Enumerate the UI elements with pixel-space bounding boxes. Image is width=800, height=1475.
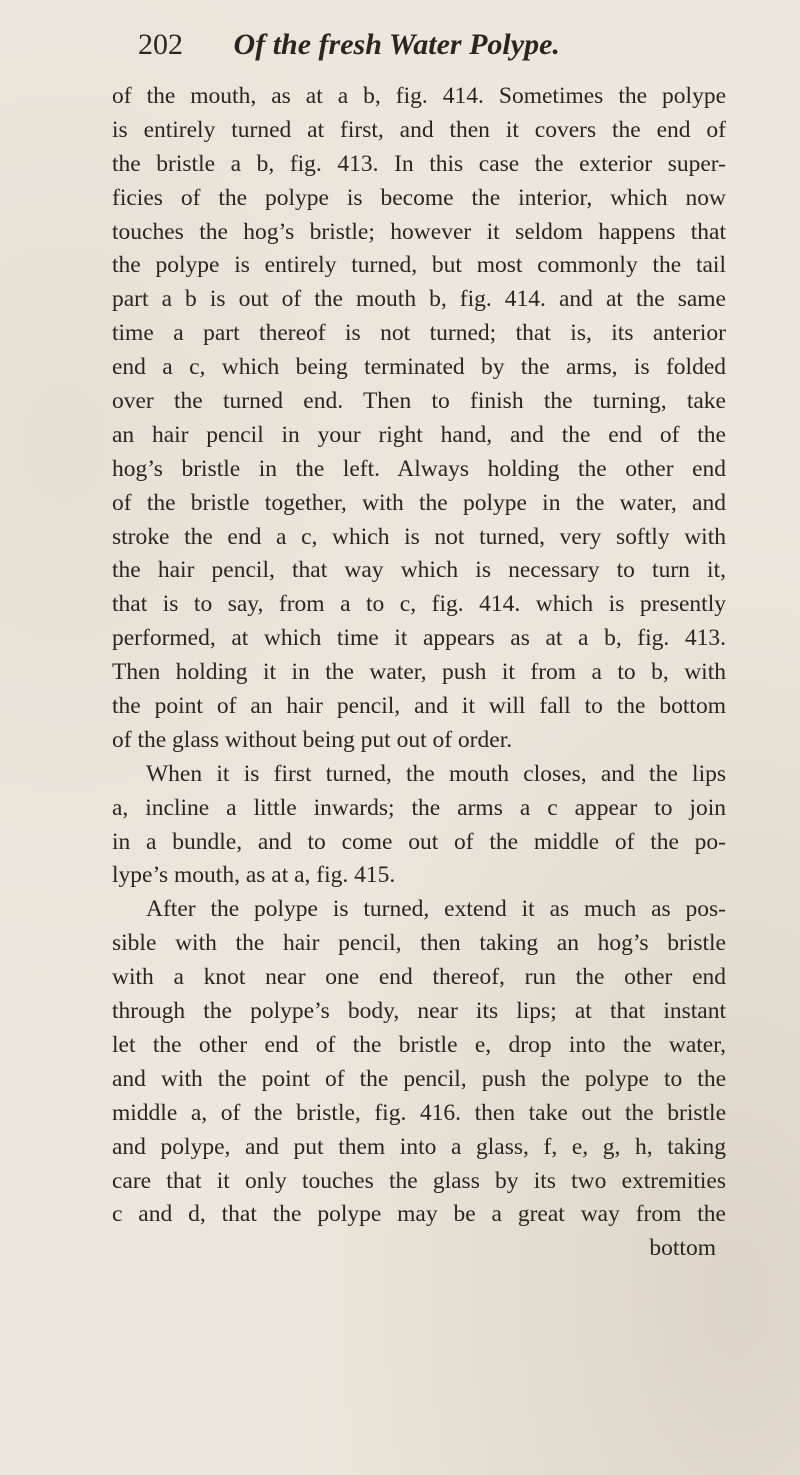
text-line: over the turned end. Then to finish the turning, take: [112, 388, 726, 415]
text-line: of the mouth, as at a b, fig. 414. Sometimes the polype: [112, 83, 726, 109]
text-line: an hair pencil in your right hand, and the end of the: [112, 421, 726, 448]
text-line: lype’s mouth, as at a, fig. 415.: [112, 862, 396, 889]
text-line: Then holding it in the water, push it from a to b, with: [112, 659, 726, 686]
text-line: a, incline a little inwards; the arms a c appear to join: [112, 794, 726, 821]
text-line: that is to say, from a to c, fig. 414. which is presently: [112, 591, 726, 618]
text-line: middle a, of the bristle, fig. 416. then take out the bristle: [112, 1099, 726, 1126]
text-line: When it is first turned, the mouth closes, and the lips: [146, 760, 726, 787]
body-text: [112, 80, 726, 1266]
text-line: part a b is out of the mouth b, fig. 414. and at the same: [112, 286, 726, 313]
running-head: [138, 20, 738, 70]
text-line: time a part thereof is not turned; that is, its anterior: [112, 320, 726, 347]
text-line: touches the hog’s bristle; however it seldom happens that: [112, 218, 726, 245]
text-line: the point of an hair pencil, and it will fall to the bottom: [112, 693, 726, 720]
catchword: bottom: [649, 1235, 716, 1262]
text-line: is entirely turned at first, and then it covers the end of: [112, 116, 726, 143]
text-line: the polype is entirely turned, but most commonly the tail: [112, 252, 726, 279]
text-line: stroke the end a c, which is not turned, very softly with: [112, 523, 726, 550]
text-line: After the polype is turned, extend it as much as pos-: [146, 896, 726, 923]
text-line: hog’s bristle in the left. Always holding the other end: [112, 455, 726, 482]
text-line: care that it only touches the glass by its two extremities: [112, 1167, 726, 1194]
page-number: 202: [138, 28, 183, 61]
text-line: and with the point of the pencil, push the polype to the: [112, 1065, 726, 1092]
text-line: the bristle a b, fig. 413. In this case the exterior super-: [112, 150, 726, 177]
text-line: c and d, that the polype may be a great way from the: [112, 1201, 726, 1228]
text-line: of the bristle together, with the polype in the water, and: [112, 489, 726, 516]
text-line: end a c, which being terminated by the arms, is folded: [112, 354, 726, 381]
text-line: and polype, and put them into a glass, f, e, g, h, taking: [112, 1133, 726, 1160]
text-line: with a knot near one end thereof, run the other end: [112, 964, 726, 991]
text-line: ficies of the polype is become the interior, which now: [112, 184, 726, 211]
running-title: Of the fresh Water Polype.: [233, 28, 560, 61]
text-line: the hair pencil, that way which is necessary to turn it,: [112, 557, 726, 584]
text-line: through the polype’s body, near its lips; at that instant: [112, 998, 726, 1025]
text-line: performed, at which time it appears as at a b, fig. 413.: [112, 625, 726, 652]
text-line: in a bundle, and to come out of the middle of the po-: [112, 828, 726, 855]
text-line: of the glass without being put out of order.: [112, 726, 513, 753]
text-line: sible with the hair pencil, then taking an hog’s bristle: [112, 930, 726, 957]
text-line: let the other end of the bristle e, drop into the water,: [112, 1031, 726, 1058]
